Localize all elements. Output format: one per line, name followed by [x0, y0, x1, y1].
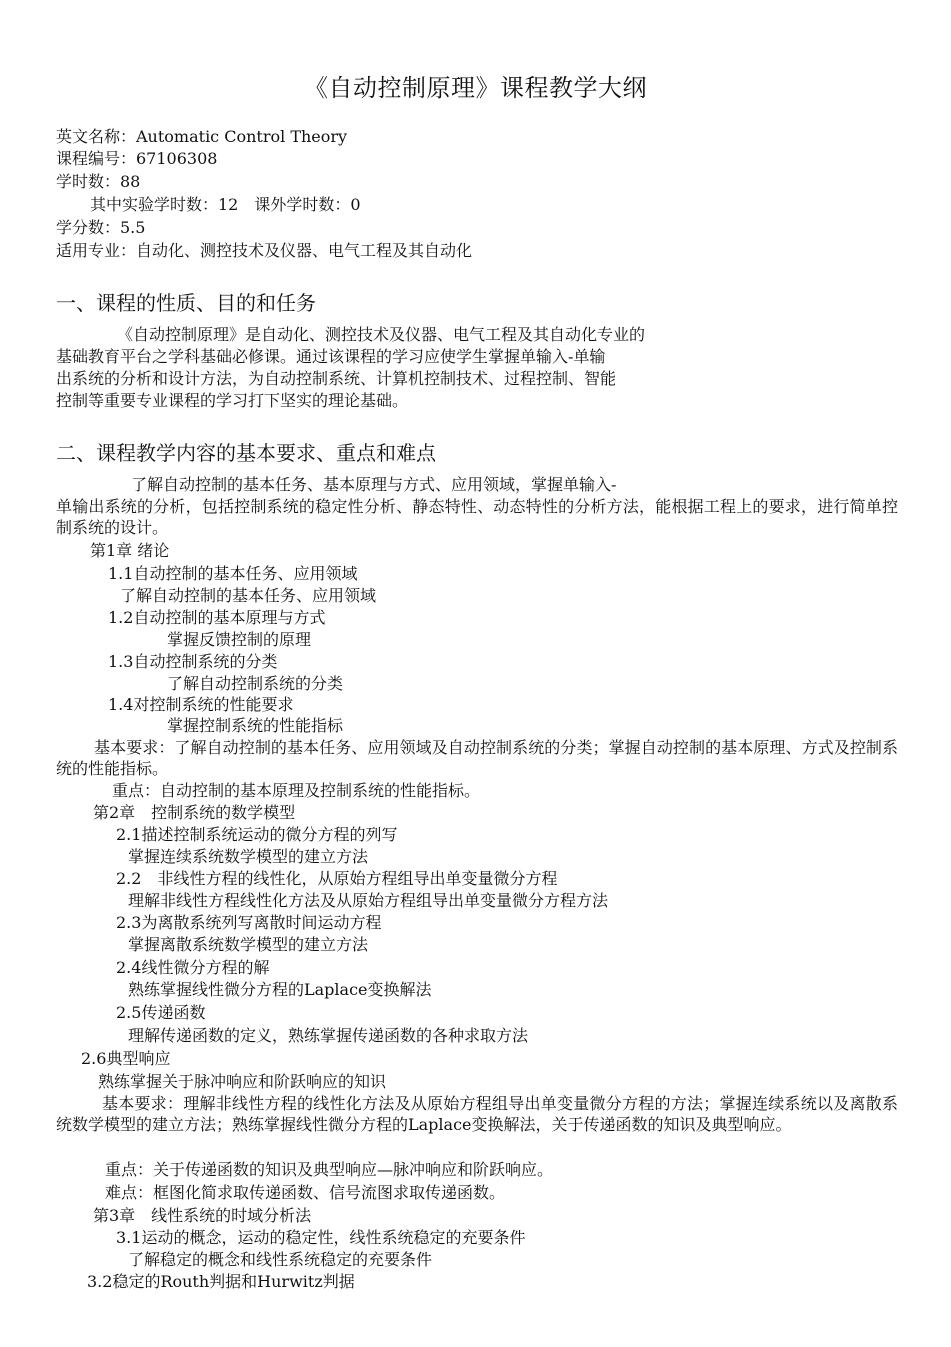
chapter1-title: 第1章 绪论 [90, 541, 170, 560]
document-title: 《自动控制原理》课程教学大纲 [304, 74, 647, 102]
section2-intro-line1: 了解自动控制的基本任务、基本原理与方式、应用领域，掌握单输入- [131, 475, 617, 494]
chapter3-s31-desc: 了解稳定的概念和线性系统稳定的充要条件 [128, 1250, 433, 1269]
chapter2-s26-desc: 熟练掌握关于脉冲响应和阶跃响应的知识 [98, 1072, 387, 1091]
chapter2-difficult-points: 难点：框图化简求取传递函数、信号流图求取传递函数。 [105, 1183, 506, 1202]
section1-line: 《自动控制原理》是自动化、测控技术及仪器、电气工程及其自动化专业的 [117, 325, 646, 344]
english-name: 英文名称：Automatic Control Theory [56, 127, 348, 146]
chapter2-s25-desc: 理解传递函数的定义，熟练掌握传递函数的各种求取方法 [128, 1026, 529, 1045]
chapter2-s21: 2.1描述控制系统运动的微分方程的列写 [116, 825, 398, 844]
chapter2-title: 第2章 控制系统的数学模型 [93, 803, 296, 822]
chapter2-s23: 2.3为离散系统列写离散时间运动方程 [116, 913, 382, 932]
credits: 学分数：5.5 [56, 218, 146, 237]
chapter1-s14: 1.4对控制系统的性能要求 [108, 695, 294, 714]
chapter1-s13-desc: 了解自动控制系统的分类 [167, 674, 344, 693]
section2-heading: 二、课程教学内容的基本要求、重点和难点 [56, 441, 436, 465]
chapter3-s31: 3.1运动的概念，运动的稳定性，线性系统稳定的充要条件 [116, 1228, 526, 1247]
chapter2-s22: 2.2 非线性方程的线性化，从原始方程组导出单变量微分方程 [116, 869, 558, 888]
course-code: 课程编号：67106308 [56, 149, 218, 168]
chapter1-s11-desc: 了解自动控制的基本任务、应用领域 [120, 586, 377, 605]
lab-hours: 其中实验学时数：12 课外学时数：0 [90, 195, 361, 214]
chapter2-s24: 2.4线性微分方程的解 [116, 958, 270, 977]
chapter2-s21-desc: 掌握连续系统数学模型的建立方法 [128, 847, 369, 866]
chapter2-key-points: 重点：关于传递函数的知识及典型响应—脉冲响应和阶跃响应。 [105, 1160, 554, 1179]
chapter2-s25: 2.5传递函数 [116, 1003, 206, 1022]
majors: 适用专业：自动化、测控技术及仪器、电气工程及其自动化 [56, 241, 473, 260]
chapter2-s22-desc: 理解非线性方程线性化方法及从原始方程组导出单变量微分方程方法 [128, 891, 609, 910]
chapter1-s12-desc: 掌握反馈控制的原理 [167, 630, 312, 649]
section1-line: 控制等重要专业课程的学习打下坚实的理论基础。 [56, 391, 409, 410]
chapter3-title: 第3章 线性系统的时域分析法 [93, 1206, 312, 1225]
chapter2-s26: 2.6典型响应 [81, 1049, 171, 1068]
chapter2-basic-requirements: 基本要求：理解非线性方程的线性化方法及从原始方程组导出单变量微分方程的方法；掌握连续系统以及离散系统数学模型的建立方法；熟练掌握线性微分方程的Laplace变换解法，关于传递函数的知识及典型响应。 [56, 1094, 898, 1134]
chapter1-basic-requirements: 基本要求：了解自动控制的基本任务、应用领域及自动控制系统的分类；掌握自动控制的基本原理、方式及控制系统的性能指标。 [56, 738, 898, 778]
hours: 学时数：88 [56, 172, 141, 191]
chapter1-key-points: 重点：自动控制的基本原理及控制系统的性能指标。 [112, 781, 481, 800]
chapter1-s14-desc: 掌握控制系统的性能指标 [167, 716, 344, 735]
section1-line: 基础教育平台之学科基础必修课。通过该课程的学习应使学生掌握单输入-单输 [56, 347, 606, 366]
chapter3-s32: 3.2稳定的Routh判据和Hurwitz判据 [87, 1272, 355, 1291]
chapter1-s12: 1.2自动控制的基本原理与方式 [108, 608, 326, 627]
section1-line: 出系统的分析和设计方法，为自动控制系统、计算机控制技术、过程控制、智能 [56, 369, 617, 388]
chapter1-s11: 1.1自动控制的基本任务、应用领域 [108, 564, 358, 583]
chapter1-s13: 1.3自动控制系统的分类 [108, 652, 278, 671]
chapter2-s24-desc: 熟练掌握线性微分方程的Laplace变换解法 [128, 980, 432, 999]
chapter2-s23-desc: 掌握离散系统数学模型的建立方法 [128, 935, 369, 954]
section1-heading: 一、课程的性质、目的和任务 [56, 291, 316, 315]
section2-intro-rest: 单输出系统的分析，包括控制系统的稳定性分析、静态特性、动态特性的分析方法，能根据工程上的要求，进行简单控制系统的设计。 [56, 497, 898, 537]
